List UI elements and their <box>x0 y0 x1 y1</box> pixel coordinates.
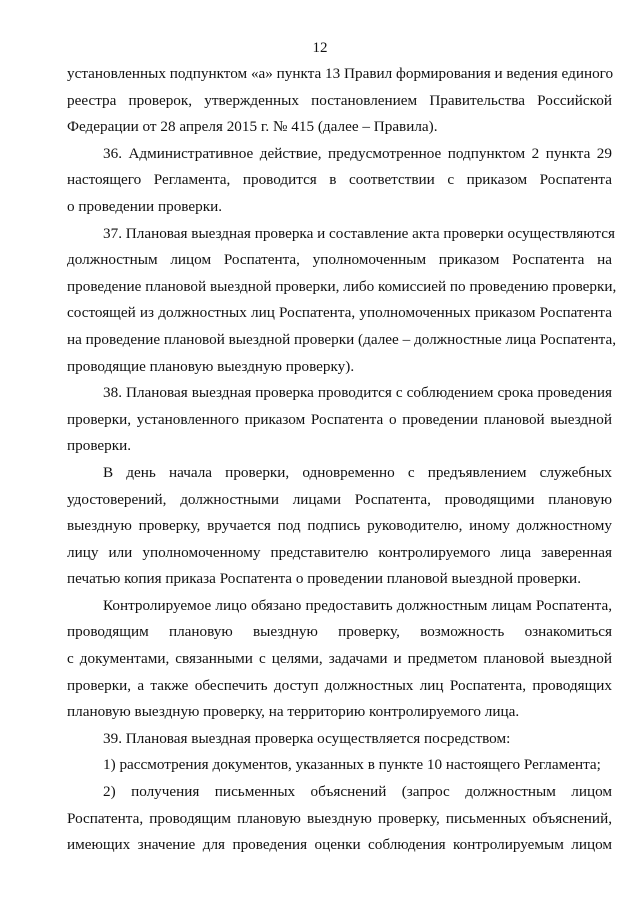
text-line: лицу или уполномоченному представителю контролируемого лица заверенная <box>67 543 612 561</box>
text-line: проверки, установленного приказом Роспатента о проведении плановой выездной <box>67 410 612 428</box>
text-line: 39. Плановая выездная проверка осуществляется посредством: <box>103 729 511 747</box>
page-number: 12 <box>312 40 328 56</box>
text-line: 1) рассмотрения документов, указанных в пункте 10 настоящего Регламента; <box>103 756 601 774</box>
text-line: 36. Административное действие, предусмотренное подпунктом 2 пункта 29 <box>103 144 612 162</box>
paragraph-p-38-obliged <box>67 593 612 726</box>
paragraph-p-37 <box>67 221 617 381</box>
text-line: удостоверений, должностными лицами Роспатента, проводящими плановую <box>67 490 612 508</box>
text-line: выездную проверку, вручается под подпись руководителю, иному должностному <box>67 517 612 535</box>
text-line: 2) получения письменных объяснений (запрос должностным лицом <box>103 783 612 801</box>
text-line: 38. Плановая выездная проверка проводится с соблюдением срока проведения <box>103 384 612 402</box>
paragraph-p-39 <box>67 726 612 753</box>
text-line: проводящие плановую выездную проверку). <box>67 357 355 375</box>
paragraph-p-39-2 <box>67 779 612 859</box>
paragraph-p-cont <box>67 61 612 141</box>
text-line: проверки. <box>67 437 132 455</box>
text-line: реестра проверок, утвержденных постановлением Правительства Российской <box>67 91 612 109</box>
text-line: настоящего Регламента, проводится в соответствии с приказом Роспатента <box>67 171 612 189</box>
text-line: с документами, связанными с целями, задачами и предметом плановой выездной <box>67 650 612 668</box>
paragraph-p-39-1 <box>67 752 612 779</box>
paragraph-p-38-day <box>67 460 612 593</box>
paragraph-p-36 <box>67 141 612 221</box>
text-line: Федерации от 28 апреля 2015 г. № 415 (далее – Правила). <box>67 118 438 136</box>
text-line: о проведении проверки. <box>67 197 223 215</box>
text-line: проверки, а также обеспечить доступ должностных лиц Роспатента, проводящих <box>67 676 612 694</box>
text-line: плановую выездную проверку, на территорию контролируемого лица. <box>67 703 520 721</box>
text-line: 37. Плановая выездная проверка и составление акта проверки осуществляются <box>103 224 615 242</box>
document-body <box>67 61 617 859</box>
paragraph-p-38 <box>67 380 612 460</box>
text-line: состоящей из должностных лиц Роспатента, уполномоченных приказом Роспатента <box>67 304 612 322</box>
text-line: Роспатента, проводящим плановую выездную проверку, письменных объяснений, <box>67 809 612 827</box>
text-line: Контролируемое лицо обязано предоставить должностным лицам Роспатента, <box>103 596 612 614</box>
text-line: на проведение плановой выездной проверки (далее – должностные лица Роспатента, <box>67 330 616 348</box>
text-line: имеющих значение для проведения оценки соблюдения контролируемым лицом <box>67 836 612 854</box>
text-line: проводящим плановую выездную проверку, возможность ознакомиться <box>67 623 612 641</box>
text-line: установленных подпунктом «а» пункта 13 Правил формирования и ведения единого <box>67 65 614 82</box>
text-line: проведение плановой выездной проверки, либо комиссией по проведению проверки, <box>67 277 617 295</box>
text-line: В день начала проверки, одновременно с предъявлением служебных <box>103 463 612 481</box>
text-line: печатью копия приказа Роспатента о проведении плановой выездной проверки. <box>67 570 581 588</box>
text-line: должностным лицом Роспатента, уполномоченным приказом Роспатента на <box>67 251 612 269</box>
